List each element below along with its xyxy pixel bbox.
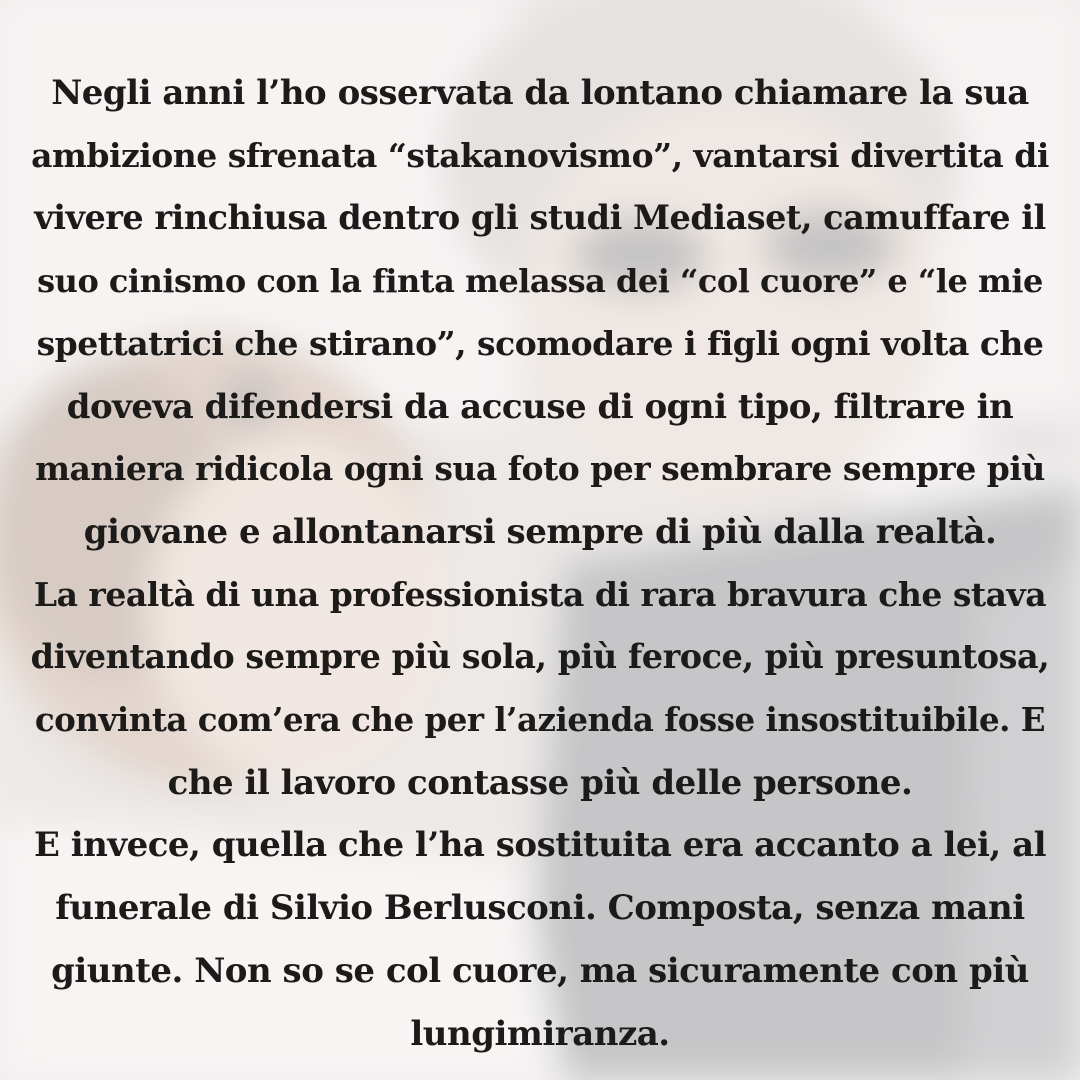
- text-line: suo cinismo con la finta melassa dei “col cuore” e “le mie: [37, 262, 1043, 301]
- text-line: maniera ridicola ogni sua foto per sembrare sempre più: [35, 449, 1045, 489]
- text-line: giovane e allontanarsi sempre di più dalla realtà.: [83, 511, 997, 552]
- text-line: ambizione sfrenata “stakanovismo”, vantarsi divertita di: [31, 135, 1049, 175]
- text-line: E invece, quella che l’ha sostituita era accanto a lei, al: [33, 825, 1047, 866]
- text-line: doveva difendersi da accuse di ogni tipo, filtrare in: [66, 386, 1014, 427]
- text-line: convinta com’era che per l’azienda fosse insostituibile. E: [34, 700, 1046, 740]
- quote-text-block: [30, 62, 1050, 1065]
- text-line: Negli anni l’ho osservata da lontano chiamare la sua: [51, 73, 1029, 113]
- text-line: che il lavoro contasse più delle persone.: [167, 762, 913, 803]
- text-line: diventando sempre più sola, più feroce, più presuntosa,: [30, 637, 1050, 677]
- text-line: funerale di Silvio Berlusconi. Composta, senza mani: [55, 888, 1025, 929]
- text-line: La realtà di una professionista di rara bravura che stava: [33, 574, 1047, 614]
- text-line: lungimiranza.: [410, 1013, 670, 1054]
- text-line: giunte. Non so se col cuore, ma sicuramente con più: [51, 950, 1029, 991]
- text-line: vivere rinchiusa dentro gli studi Mediaset, camuffare il: [34, 198, 1046, 238]
- text-line: spettatrici che stirano”, scomodare i figli ogni volta che: [36, 323, 1044, 363]
